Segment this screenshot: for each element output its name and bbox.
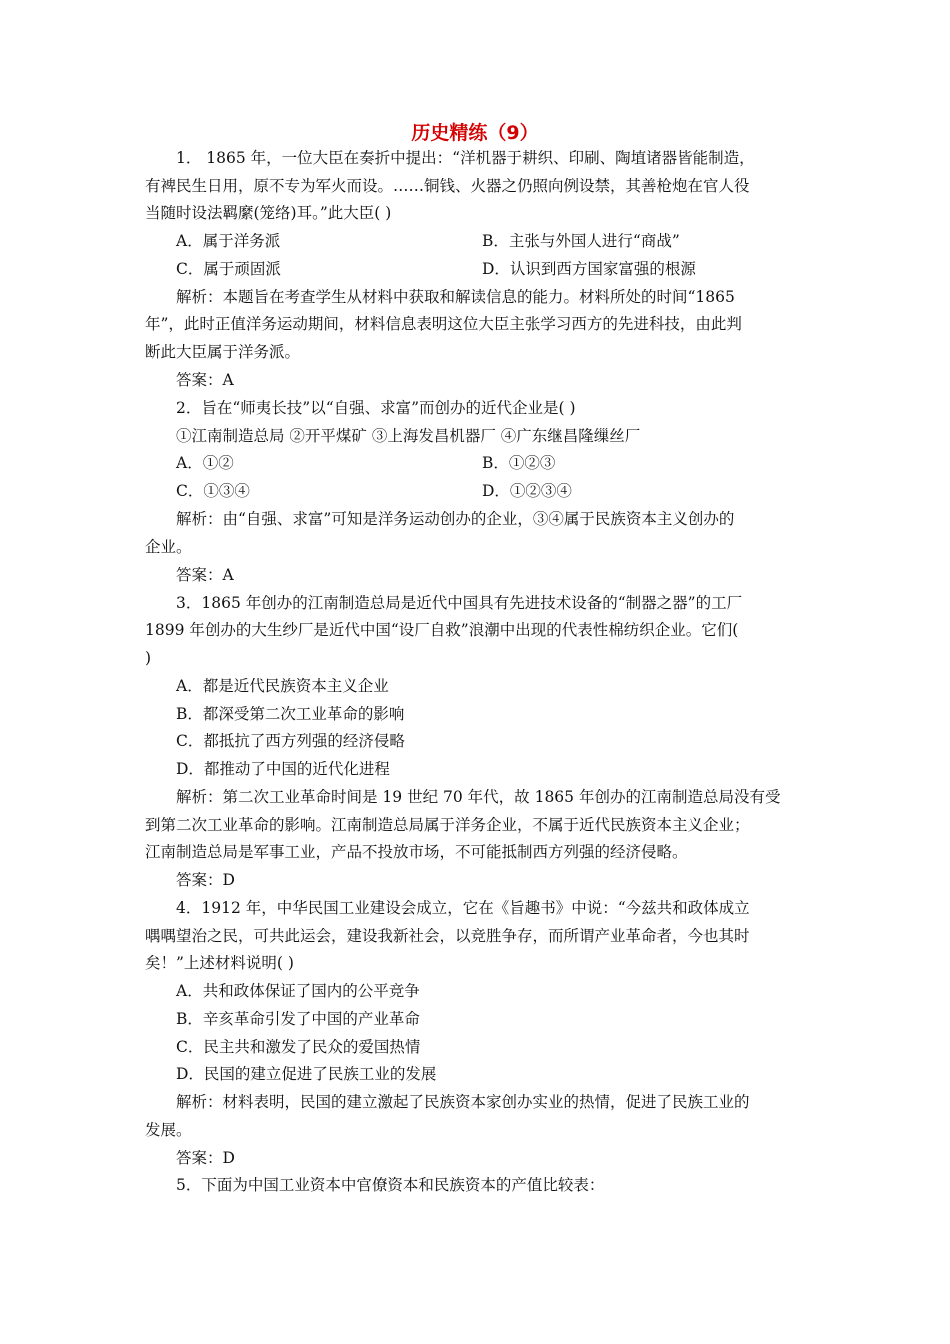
- q1-explanation-line-3: 断此大臣属于洋务派。: [145, 343, 301, 361]
- q4-option-a: A．共和政体保证了国内的公平竞争: [176, 982, 420, 1000]
- q4-stem-line-1: 4．1912 年，中华民国工业建设会成立，它在《旨趣书》中说：“今兹共和政体成立: [176, 899, 750, 917]
- q2-explanation-line-1: 解析：由“自强、求富”可知是洋务运动创办的企业，③④属于民族资本主义创办的: [176, 510, 735, 528]
- q1-option-d: D．认识到西方国家富强的根源: [482, 260, 696, 278]
- q4-explanation-line-1: 解析：材料表明，民国的建立激起了民族资本家创办实业的热情，促进了民族工业的: [176, 1093, 750, 1111]
- q4-explanation-line-2: 发展。: [145, 1121, 192, 1139]
- q3-explanation-line-1: 解析：第二次工业革命时间是 19 世纪 70 年代，故 1865 年创办的江南制造总局没有受: [176, 788, 781, 806]
- q3-explanation-line-2: 到第二次工业革命的影响。江南制造总局属于洋务企业，不属于近代民族资本主义企业；: [145, 816, 750, 834]
- q3-stem-line-1: 3．1865 年创办的江南制造总局是近代中国具有先进技术设备的“制器之器”的工厂: [176, 594, 743, 612]
- q2-option-d: D．①②③④: [482, 482, 572, 500]
- q2-stem-line-1: 2．旨在“师夷长技”以“自强、求富”而创办的近代企业是( ): [176, 399, 576, 417]
- q3-option-b: B．都深受第二次工业革命的影响: [176, 705, 405, 723]
- q1-option-a: A．属于洋务派: [176, 232, 281, 250]
- q3-option-c: C．都抵抗了西方列强的经济侵略: [176, 732, 405, 750]
- q3-option-a: A．都是近代民族资本主义企业: [176, 677, 389, 695]
- q3-explanation-line-3: 江南制造总局是军事工业，产品不投放市场，不可能抵制西方列强的经济侵略。: [145, 843, 688, 861]
- q4-stem-line-2: 喁喁望治之民，可共此运会，建设我新社会，以竞胜争存，而所谓产业革命者，今也其时: [145, 927, 750, 945]
- q4-stem-line-3: 矣！”上述材料说明( ): [145, 954, 294, 972]
- q1-stem-line-1: 1． 1865 年，一位大臣在奏折中提出：“洋机器于耕织、印刷、陶埴诸器皆能制造，: [176, 149, 755, 167]
- q3-stem-line-2: 1899 年创办的大生纱厂是近代中国“设厂自救”浪潮中出现的代表性棉纺织企业。它们(: [145, 621, 739, 639]
- page-title: 历史精练（9）: [411, 122, 539, 144]
- q3-option-d: D．都推动了中国的近代化进程: [176, 760, 390, 778]
- q2-option-c: C．①③④: [176, 482, 250, 500]
- q1-option-c: C．属于顽固派: [176, 260, 281, 278]
- q4-option-c: C．民主共和激发了民众的爱国热情: [176, 1038, 421, 1056]
- q1-answer: 答案：A: [176, 371, 234, 389]
- q5-stem-line-1: 5．下面为中国工业资本中官僚资本和民族资本的产值比较表：: [176, 1176, 605, 1194]
- q1-stem-line-3: 当随时设法羁縻(笼络)耳。”此大臣( ): [145, 204, 392, 222]
- q4-answer: 答案：D: [176, 1149, 235, 1167]
- q2-answer: 答案：A: [176, 566, 234, 584]
- q2-option-a: A．①②: [176, 454, 234, 472]
- q1-stem-line-2: 有裨民生日用，原不专为军火而设。……铜钱、火器之仍照向例设禁，其善枪炮在官人役: [145, 177, 750, 195]
- q4-option-b: B．辛亥革命引发了中国的产业革命: [176, 1010, 420, 1028]
- q4-option-d: D．民国的建立促进了民族工业的发展: [176, 1065, 437, 1083]
- q3-stem-line-3: ): [145, 649, 152, 667]
- q2-option-b: B．①②③: [482, 454, 556, 472]
- q2-items: ①江南制造总局 ②开平煤矿 ③上海发昌机器厂 ④广东继昌隆缫丝厂: [176, 427, 641, 445]
- q1-option-b: B．主张与外国人进行“商战”: [482, 232, 680, 250]
- q1-explanation-line-2: 年”，此时正值洋务运动期间，材料信息表明这位大臣主张学习西方的先进科技，由此判: [145, 315, 742, 333]
- q2-explanation-line-2: 企业。: [145, 538, 192, 556]
- q1-explanation-line-1: 解析：本题旨在考查学生从材料中获取和解读信息的能力。材料所处的时间“1865: [176, 288, 735, 306]
- q3-answer: 答案：D: [176, 871, 235, 889]
